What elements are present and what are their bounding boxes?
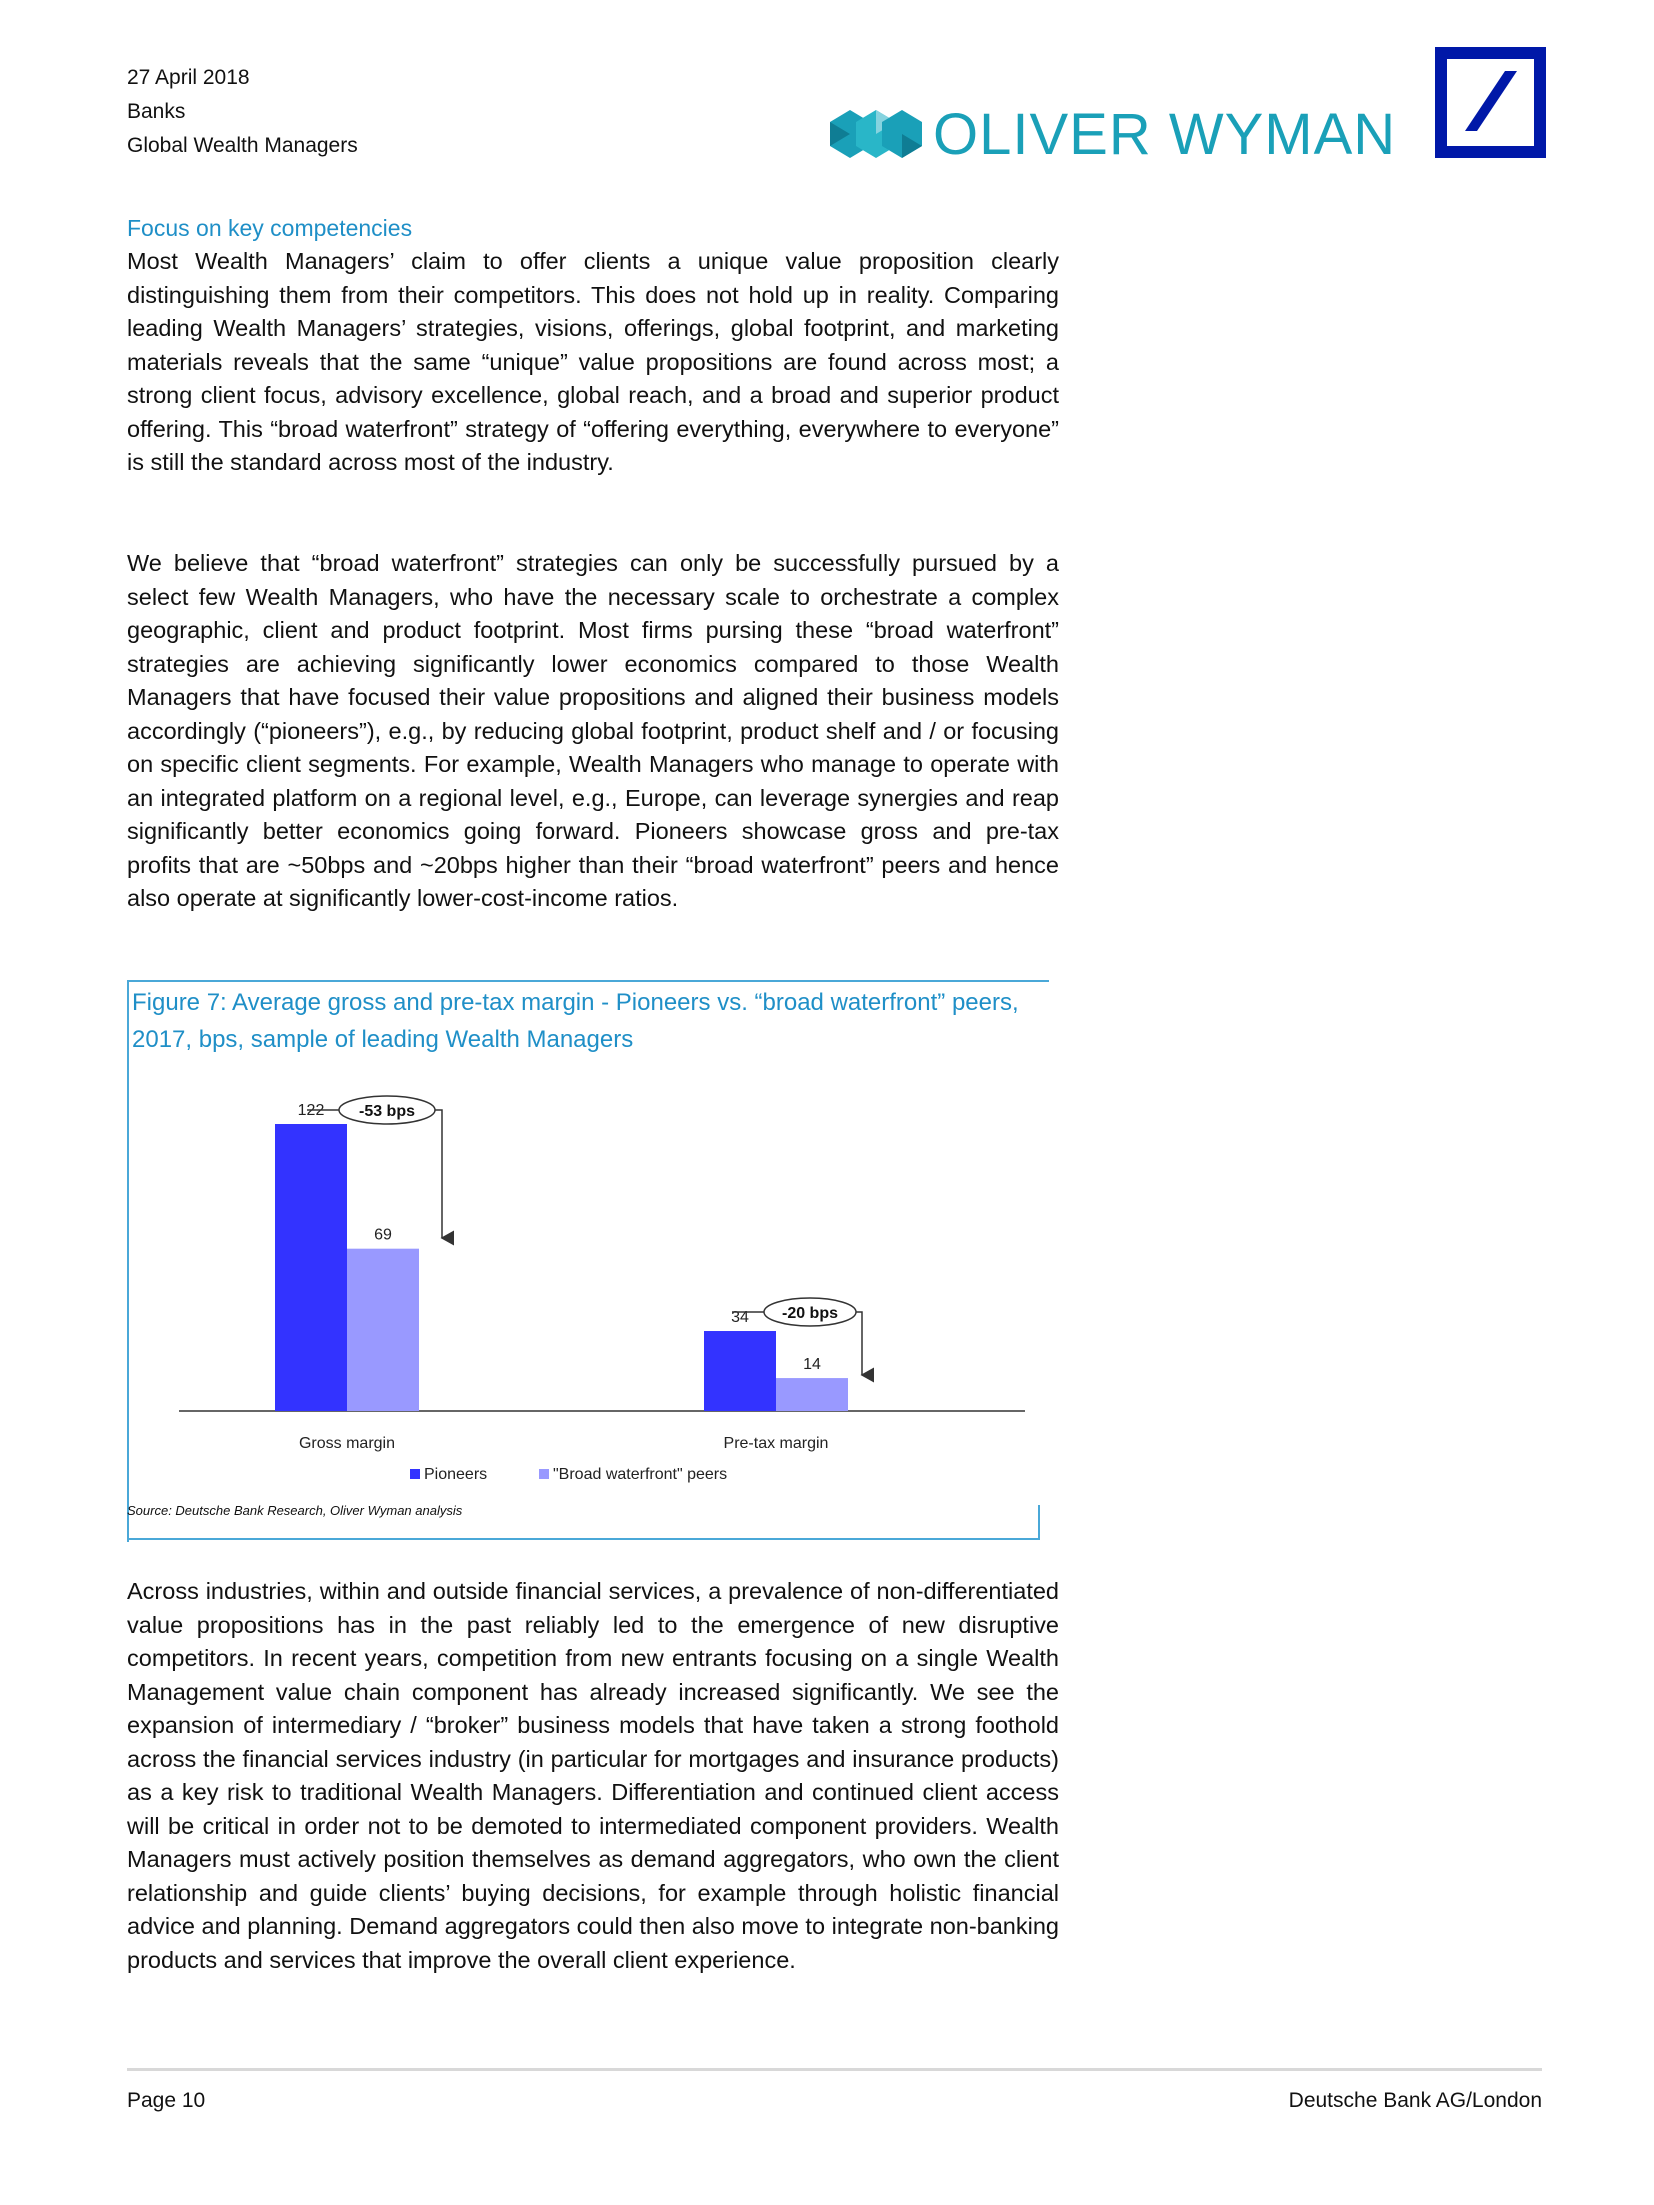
figure-bottom-rule bbox=[127, 1538, 1040, 1540]
value-label-gross-broad-waterfront: 69 bbox=[374, 1226, 392, 1244]
legend-label-broad-waterfront: "Broad waterfront" peers bbox=[553, 1466, 728, 1483]
oliver-wyman-mark-icon bbox=[830, 108, 922, 160]
body-paragraph: Most Wealth Managers’ claim to offer clients a unique value proposition clearly distinguishing them from their competitors. This does not hold up in reality. Comparing leading Wealth Managers’ strategies, visions, offerings, global footprint, and marketing materials reveals that the same “unique” value propositions are found across most; a strong client focus, advisory excellence, global reach, and a broad and superior product offering. This “broad waterfront” strategy of “offering everything, everywhere to everyone” is still the standard across most of the industry. bbox=[127, 248, 1059, 475]
figure-bottom-tick bbox=[1038, 1505, 1040, 1540]
deutsche-bank-logo-icon bbox=[1435, 47, 1546, 158]
legend-swatch-pioneers bbox=[410, 1469, 420, 1479]
oliver-wyman-wordmark: OLIVER WYMAN bbox=[933, 102, 1397, 167]
margin-bar-chart bbox=[127, 1080, 1047, 1500]
page-number: Page 10 bbox=[127, 2089, 206, 2112]
body-paragraph: Across industries, within and outside financial services, a prevalence of non-differentiated value propositions has in the past reliably led to the emergence of new disruptive competitors. In recent years, competition from new entrants focusing on a single Wealth Management value chain component has already increased significantly. We see the expansion of intermediary / “broker” business models that have taken a strong foothold across the financial services industry (in particular for mortgages and insurance products) as a key risk to traditional Wealth Managers. Differentiation and continued client access will be critical in order not to be demoted to intermediated component providers. Wealth Managers must actively position themselves as demand aggregators, who own the client relationship and guide clients’ buying decisions, for example through holistic financial advice and planning. Demand aggregators could then also move to integrate non-banking products and services that improve the overall client experience. bbox=[127, 1578, 1059, 1973]
bar-pretax-pioneers bbox=[704, 1331, 776, 1411]
publisher-name: Deutsche Bank AG/London bbox=[1288, 2089, 1542, 2112]
category-label-pretax: Pre-tax margin bbox=[723, 1435, 829, 1452]
section-title: Focus on key competencies bbox=[127, 215, 413, 241]
value-label-pretax-broad-waterfront: 14 bbox=[803, 1356, 821, 1374]
legend-label-pioneers: Pioneers bbox=[424, 1466, 488, 1483]
bar-gross-broad-waterfront bbox=[347, 1249, 419, 1411]
category-label-gross: Gross margin bbox=[298, 1435, 396, 1452]
report-series: Global Wealth Managers bbox=[127, 134, 358, 157]
gross-delta-label: -53 bps bbox=[358, 1103, 416, 1120]
bar-gross-pioneers bbox=[275, 1124, 347, 1411]
figure-title: Figure 7: Average gross and pre-tax margin - Pioneers vs. “broad waterfront” peers, 2017, bps, sample of leading Wealth Managers bbox=[132, 989, 1019, 1053]
figure-source: Source: Deutsche Bank Research, Oliver Wyman analysis bbox=[127, 1503, 463, 1518]
report-sector: Banks bbox=[127, 100, 186, 123]
bar-pretax-broad-waterfront bbox=[776, 1378, 848, 1411]
value-label-gross-pioneers: 122 bbox=[297, 1102, 325, 1119]
body-paragraph: We believe that “broad waterfront” strategies can only be successfully pursued by a select few Wealth Managers, who have the necessary scale to orchestrate a complex geographic, client and product footprint. Most firms pursing these “broad waterfront” strategies are achieving significantly lower economics compared to those Wealth Managers that have focused their value propositions and aligned their business models accordingly (“pioneers”), e.g., by reducing global footprint, product shelf and / or focusing on specific client segments. For example, Wealth Managers who manage to operate with an integrated platform on a regional level, e.g., Europe, can leverage synergies and reap significantly better economics going forward. Pioneers showcase gross and pre-tax profits that are ~50bps and ~20bps higher than their “broad waterfront” peers and hence also operate at significantly lower-cost-income ratios. bbox=[127, 550, 1059, 911]
footer-rule bbox=[127, 2068, 1542, 2071]
pretax-delta-label: -20 bps bbox=[781, 1305, 839, 1322]
oliver-wyman-logo bbox=[830, 102, 1420, 167]
legend-swatch-broad-waterfront bbox=[539, 1469, 549, 1479]
report-date: 27 April 2018 bbox=[127, 66, 250, 89]
value-label-pretax-pioneers: 34 bbox=[731, 1309, 749, 1327]
